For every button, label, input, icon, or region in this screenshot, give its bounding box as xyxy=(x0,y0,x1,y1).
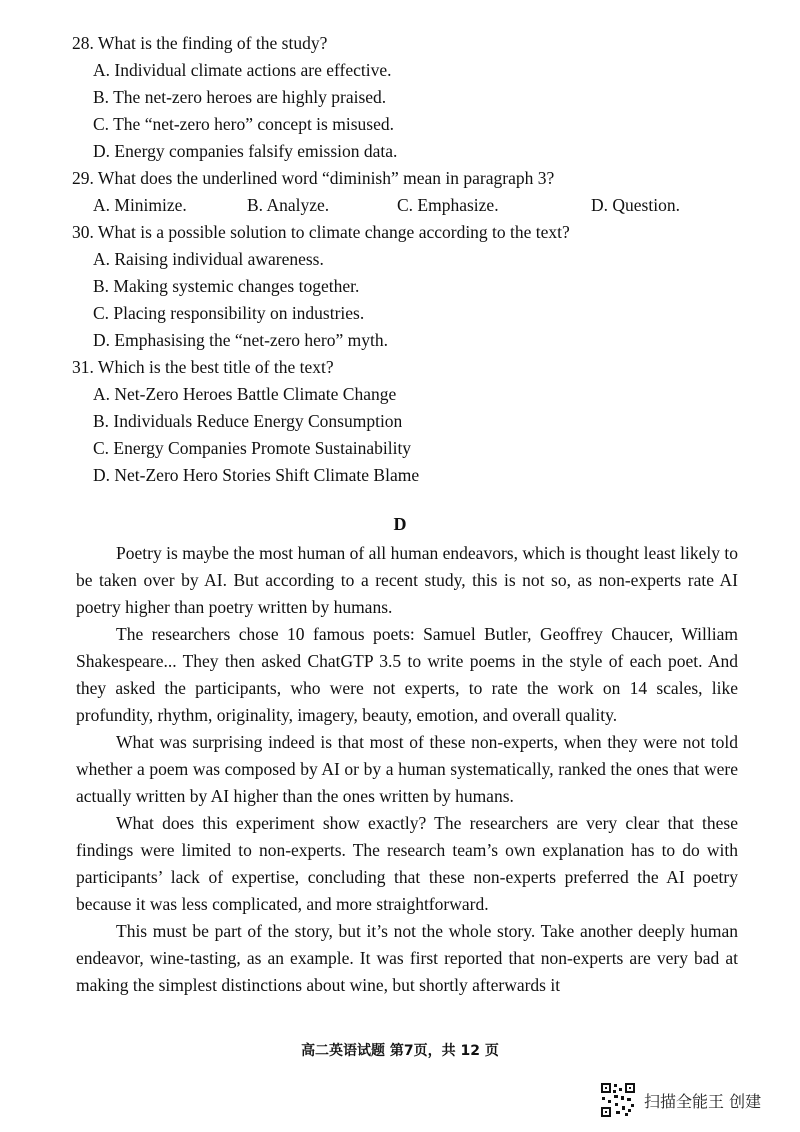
question-29-option-c: C. Emphasize. xyxy=(397,195,499,215)
question-29-stem: 29. What does the underlined word “diminish” mean in paragraph 3? xyxy=(72,168,555,188)
question-29-option-a: A. Minimize. xyxy=(93,195,187,215)
scanner-watermark-text: 扫描全能王 创建 xyxy=(644,1091,762,1111)
scanner-watermark xyxy=(600,1082,761,1118)
qr-code-icon xyxy=(600,1082,636,1118)
passage-paragraph-5: This must be part of the story, but it’s not the whole story. Take another deeply human endeavor, wine-tasting, as an example. It was first reported that non-experts are very bad at making the simplest distinctions about wine, but shortly afterwards it xyxy=(76,921,738,995)
question-31-option-b: B. Individuals Reduce Energy Consumption xyxy=(93,411,403,431)
question-30-stem: 30. What is a possible solution to climate change according to the text? xyxy=(72,222,570,242)
question-31-option-a: A. Net-Zero Heroes Battle Climate Change xyxy=(93,384,397,404)
question-30-option-a: A. Raising individual awareness. xyxy=(93,249,324,269)
reading-passage xyxy=(76,540,738,999)
question-31-option-c: C. Energy Companies Promote Sustainability xyxy=(93,438,412,458)
page-footer: 高二英语试题 第7页，共 12 页 xyxy=(301,1043,499,1059)
question-28-option-c: C. The “net-zero hero” concept is misused. xyxy=(93,114,394,134)
question-30-option-d: D. Emphasising the “net-zero hero” myth. xyxy=(93,330,388,350)
section-heading: D xyxy=(393,514,407,534)
question-28-option-a: A. Individual climate actions are effective. xyxy=(93,60,392,80)
question-28-option-d: D. Energy companies falsify emission data. xyxy=(93,141,398,161)
passage-paragraph-2: The researchers chose 10 famous poets: Samuel Butler, Geoffrey Chaucer, William Shakespeare... They then asked ChatGTP 3.5 to write poems in the style of each poet. And they asked the participants, who were not experts, to rate the work on 14 scales, like profundity, rhythm, originality, imagery, beauty, emotion, and overall quality. xyxy=(76,624,738,725)
question-29-option-d: D. Question. xyxy=(591,195,680,215)
question-30-option-c: C. Placing responsibility on industries. xyxy=(93,303,365,323)
passage-paragraph-4: What does this experiment show exactly? The researchers are very clear that these findings were limited to non-experts. The research team’s own explanation has to do with participants’ lack of expertise, concluding that these non-experts preferred the AI poetry because it was less complicated, and more straightforward. xyxy=(76,813,738,914)
question-31-stem: 31. Which is the best title of the text? xyxy=(72,357,334,377)
passage-paragraph-3: What was surprising indeed is that most of these non-experts, when they were not told whether a poem was composed by AI or by a human systematically, ranked the ones that were actually written by AI higher than the ones written by humans. xyxy=(76,732,738,806)
question-31-option-d: D. Net-Zero Hero Stories Shift Climate Blame xyxy=(93,465,420,485)
question-28-option-b: B. The net-zero heroes are highly praised. xyxy=(93,87,387,107)
passage-paragraph-1: Poetry is maybe the most human of all human endeavors, which is thought least likely to be taken over by AI. But according to a recent study, this is not so, as non-experts rate AI poetry higher than poetry written by humans. xyxy=(76,543,738,617)
question-30-option-b: B. Making systemic changes together. xyxy=(93,276,360,296)
question-29-option-b: B. Analyze. xyxy=(247,195,330,215)
question-28-stem: 28. What is the finding of the study? xyxy=(72,33,328,53)
